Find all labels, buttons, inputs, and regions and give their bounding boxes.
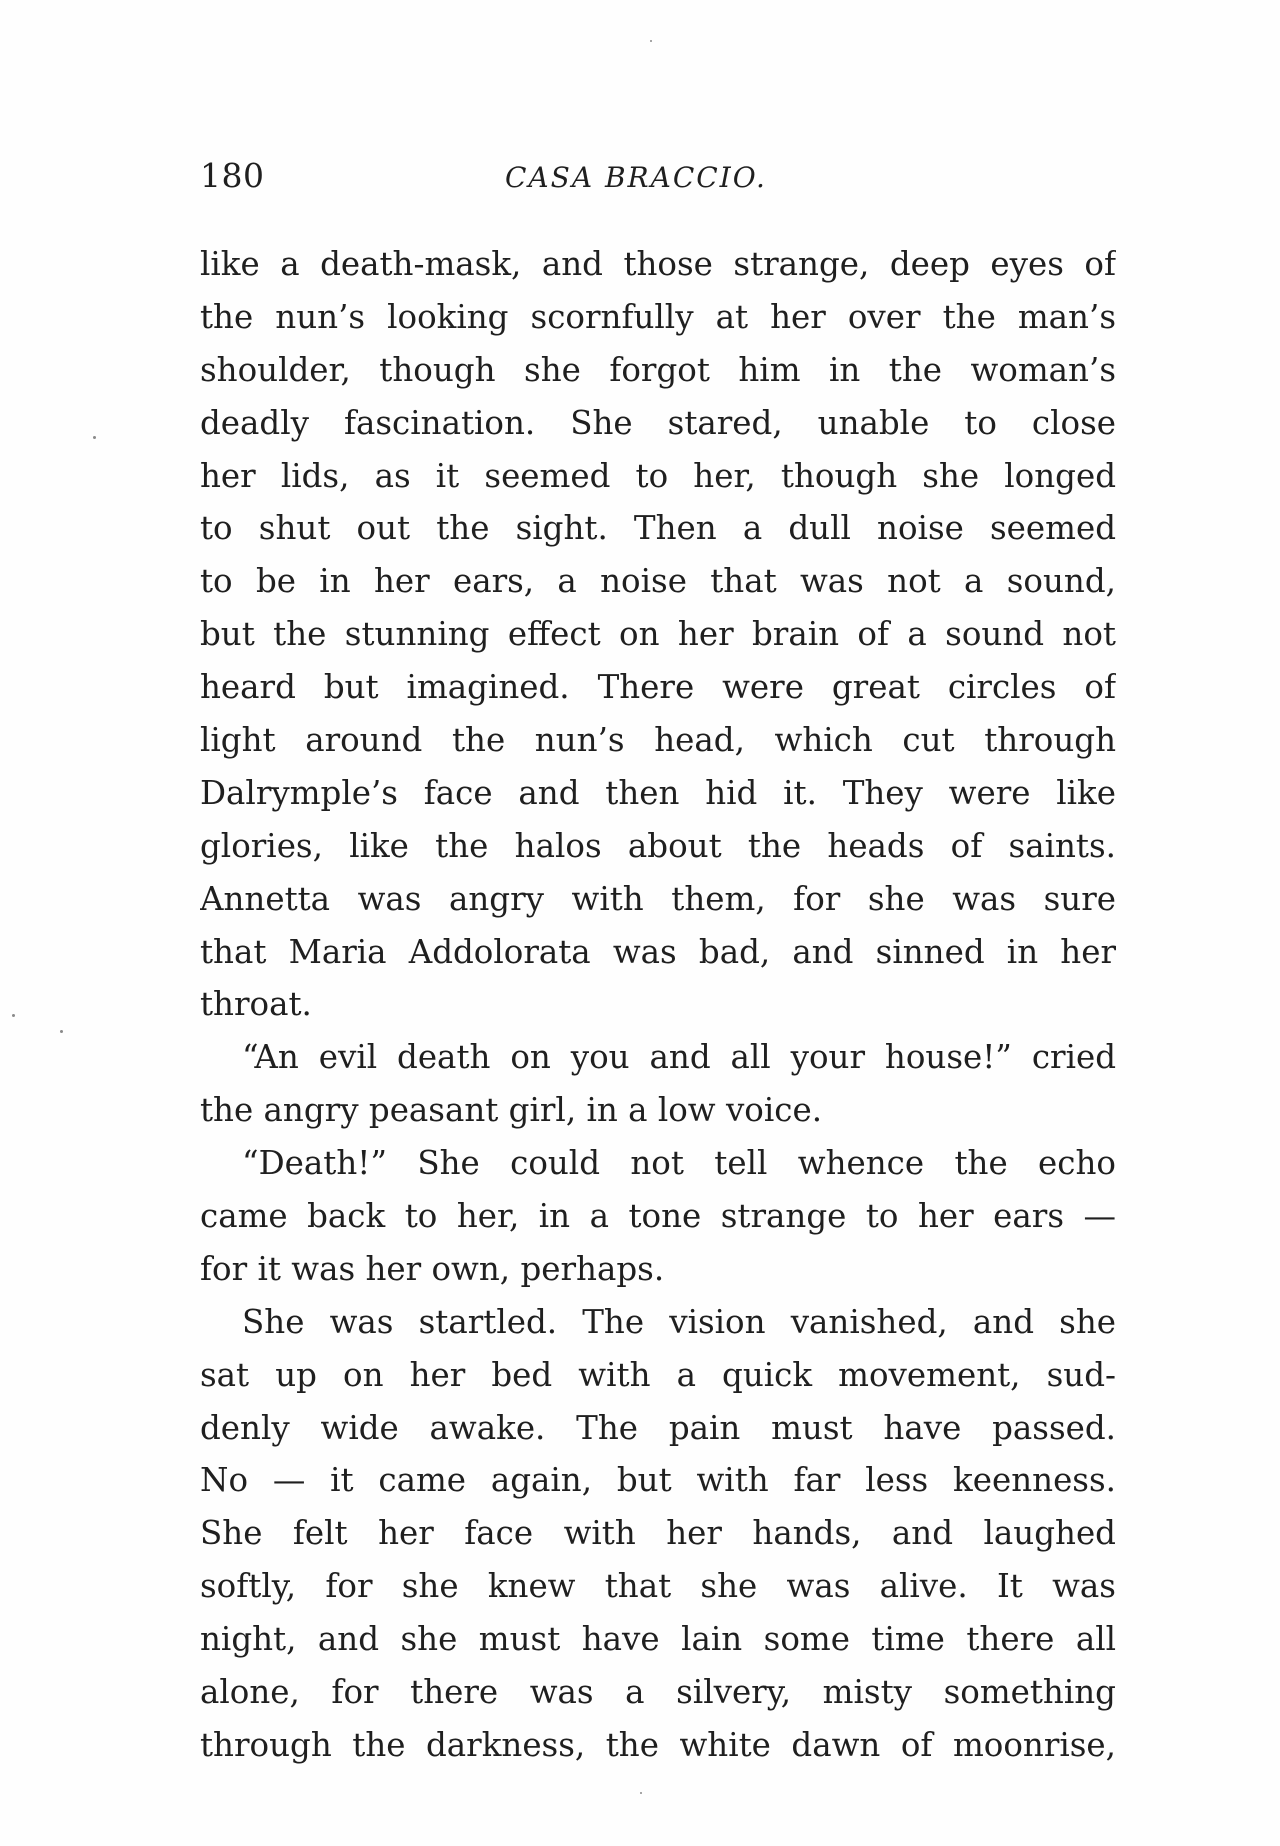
paper-speck (93, 436, 96, 439)
text-line: She was startled. The vision vanished, and she (242, 1302, 1116, 1341)
text-line: but the stunning effect on her brain of a sound not (200, 615, 1116, 654)
text-line: glories, like the halos about the heads of saints. (200, 826, 1116, 865)
text-line: her lids, as it seemed to her, though she longed (200, 456, 1116, 495)
text-line: Dalrymple’s face and then hid it. They were like (200, 773, 1116, 812)
page-header (200, 150, 1116, 210)
text-line: sat up on her bed with a quick movement, sud- (200, 1355, 1116, 1394)
text-line: deadly fascination. She stared, unable to close (200, 403, 1116, 442)
text-line: throat. (200, 985, 312, 1024)
text-line: the nun’s looking scornfully at her over the man’s (200, 297, 1116, 336)
text-line: denly wide awake. The pain must have passed. (200, 1408, 1116, 1447)
text-line: light around the nun’s head, which cut through (200, 721, 1116, 760)
text-line: came back to her, in a tone strange to her ears — (200, 1197, 1116, 1236)
text-line: Annetta was angry with them, for she was sure (200, 879, 1116, 918)
text-line: to be in her ears, a noise that was not a sound, (200, 562, 1116, 601)
text-line: through the darkness, the white dawn of moonrise, (200, 1725, 1116, 1764)
text-line: for it was her own, perhaps. (200, 1249, 665, 1288)
text-line: No — it came again, but with far less keenness. (200, 1461, 1116, 1500)
text-line: that Maria Addolorata was bad, and sinned in her (200, 932, 1116, 971)
text-line: softly, for she knew that she was alive. It was (200, 1567, 1116, 1606)
text-line: to shut out the sight. Then a dull noise seemed (200, 509, 1116, 548)
paper-speck (12, 1014, 15, 1017)
paper-speck (60, 1030, 63, 1033)
text-line: the angry peasant girl, in a low voice. (200, 1091, 823, 1130)
running-title: CASA BRACCIO. (505, 161, 767, 194)
text-line: shoulder, though she forgot him in the woman’s (200, 350, 1116, 389)
text-line: heard but imagined. There were great circles of (200, 668, 1116, 707)
text-line: “An evil death on you and all your house!” cried (242, 1038, 1116, 1077)
paper-speck (640, 1792, 642, 1794)
text-line: alone, for there was a silvery, misty something (200, 1673, 1116, 1712)
text-line: She felt her face with her hands, and laughed (200, 1514, 1116, 1553)
body-text (200, 238, 1116, 1772)
page-number: 180 (200, 156, 265, 195)
text-line: “Death!” She could not tell whence the echo (242, 1144, 1116, 1183)
text-line: night, and she must have lain some time there all (200, 1620, 1116, 1659)
paper-speck (650, 40, 652, 42)
text-line: like a death-mask, and those strange, deep eyes of (200, 245, 1116, 283)
